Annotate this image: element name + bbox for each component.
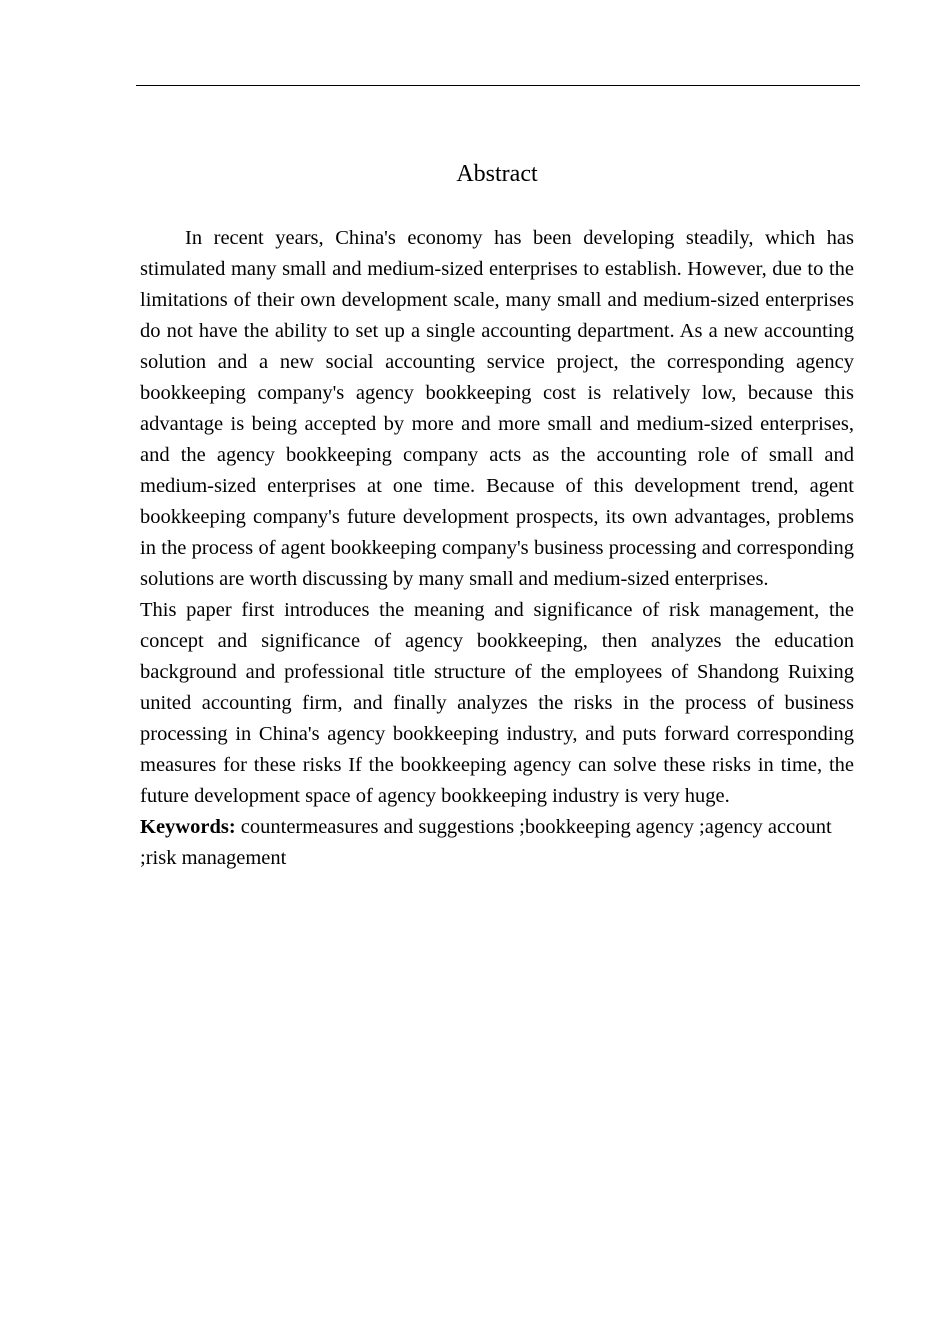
keywords-label: Keywords:	[140, 816, 236, 838]
abstract-body	[140, 223, 854, 874]
keywords-line	[140, 812, 854, 874]
abstract-title: Abstract	[456, 161, 538, 187]
abstract-paragraph-1: In recent years, China's economy has been developing steadily, which has stimulated many small and medium-sized enterprises to establish. However, due to the limitations of their own development scale, many small and medium-sized enterprises do not have the ability to set up a single accounting department. As a new accounting solution and a new social accounting service project, the corresponding agency bookkeeping company's agency bookkeeping cost is relatively low, because this advantage is being accepted by more and more small and medium-sized enterprises, and the agency bookkeeping company acts as the accounting role of small and medium-sized enterprises at one time. Because of this development trend, agent bookkeeping company's future development prospects, its own advantages, problems in the process of agent bookkeeping company's business processing and corresponding solutions are worth discussing by many small and medium-sized enterprises.	[140, 227, 854, 590]
header-rule	[136, 85, 860, 86]
abstract-paragraph-2: This paper first introduces the meaning and significance of risk management, the concept and significance of agency bookkeeping, then analyzes the education background and professional title structure of the employees of Shandong Ruixing united accounting firm, and finally analyzes the risks in the process of business processing in China's agency bookkeeping industry, and puts forward corresponding measures for these risks If the bookkeeping agency can solve these risks in time, the future development space of agency bookkeeping industry is very huge.	[140, 599, 854, 807]
keywords-text: countermeasures and suggestions ;bookkeeping agency ;agency account ;risk management	[140, 816, 832, 869]
